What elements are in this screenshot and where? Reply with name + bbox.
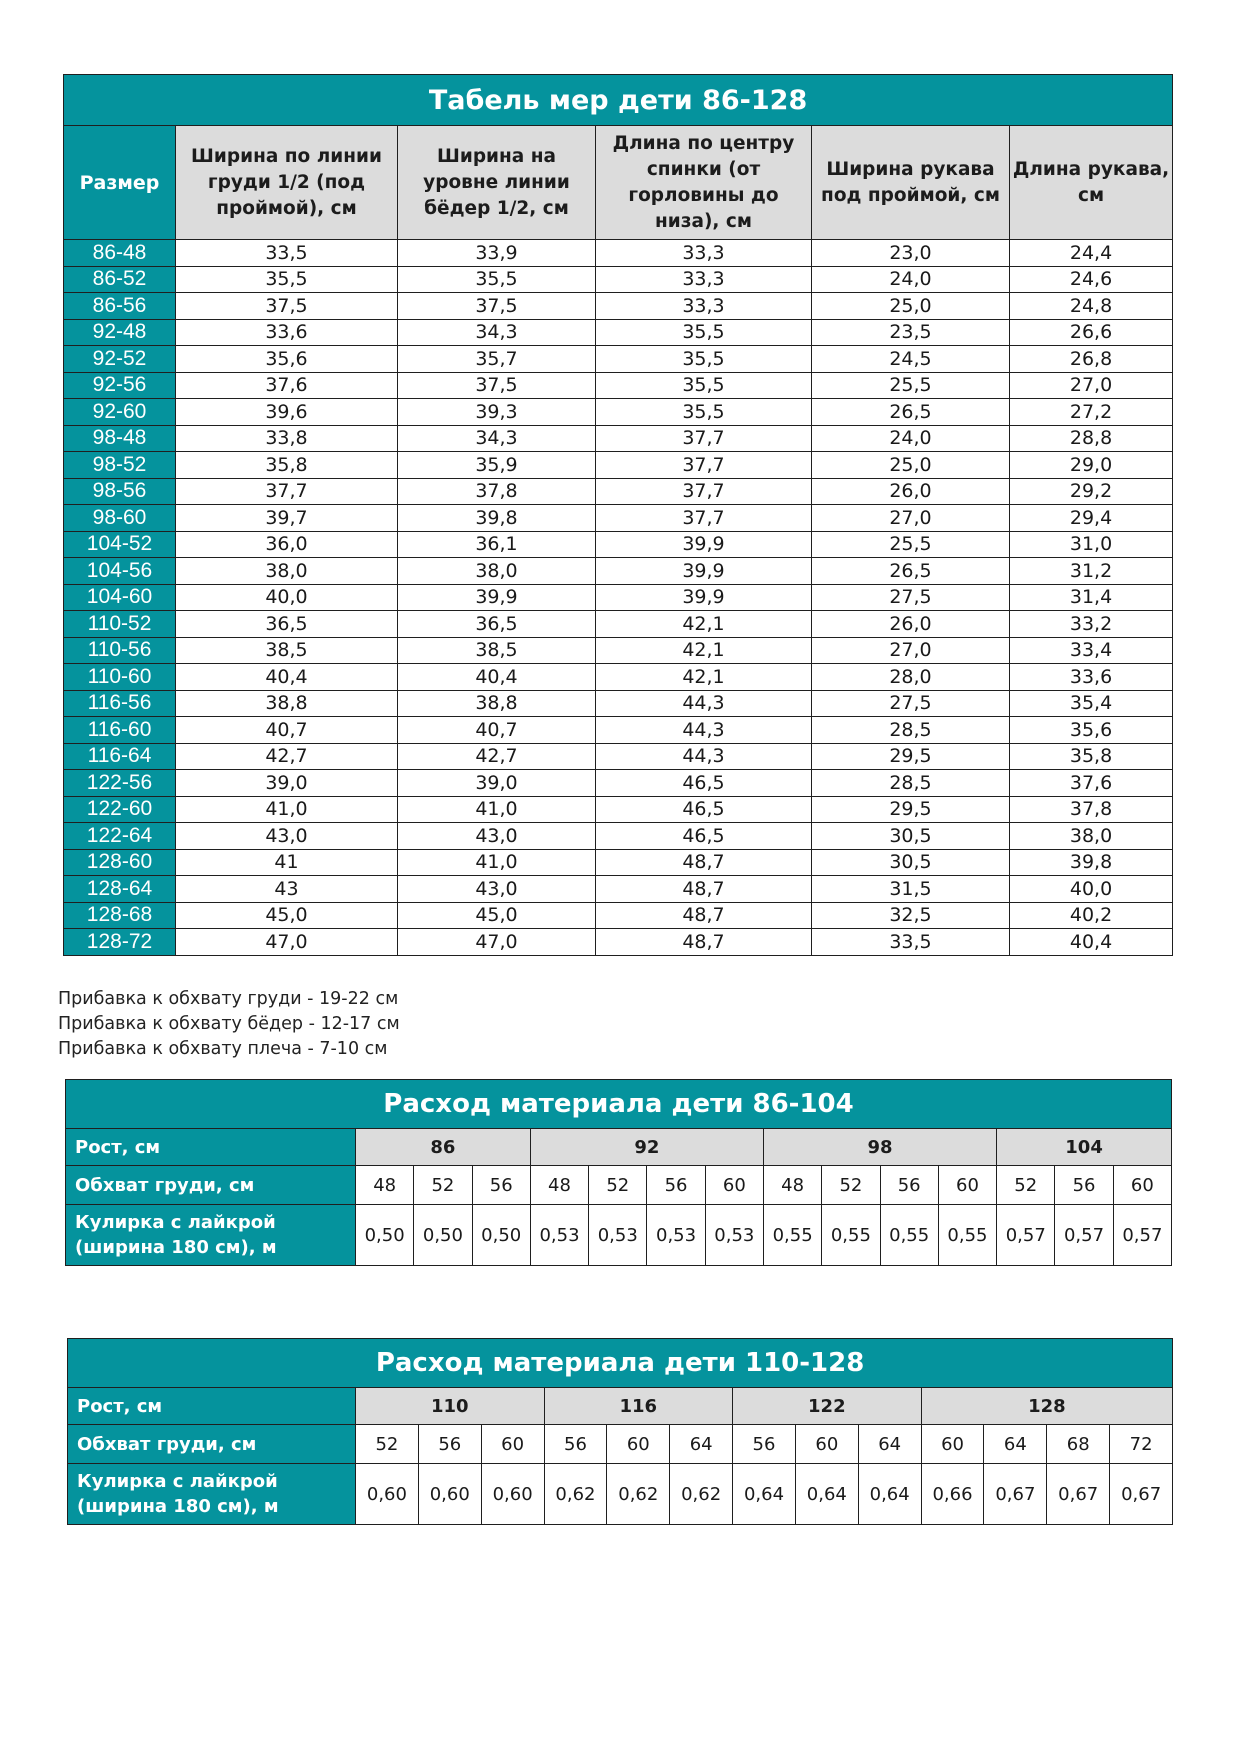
fabric-value-cell: 0,60 <box>418 1464 481 1525</box>
fabric-value-cell: 0,57 <box>1055 1205 1113 1266</box>
value-cell: 37,5 <box>176 293 398 320</box>
consumption-title: Расход материала дети 110-128 <box>68 1339 1173 1388</box>
consumption-title: Расход материала дети 86-104 <box>66 1080 1172 1129</box>
chest-value-cell: 52 <box>414 1166 472 1205</box>
header-chest-width: Ширина по линии груди 1/2 (под проймой), см <box>176 126 398 240</box>
chest-value-cell: 60 <box>921 1425 984 1464</box>
value-cell: 46,5 <box>596 823 812 850</box>
value-cell: 33,4 <box>1010 637 1173 664</box>
row-label-height: Рост, см <box>68 1388 356 1425</box>
size-cell: 104-52 <box>64 531 176 558</box>
value-cell: 33,6 <box>1010 664 1173 691</box>
value-cell: 35,4 <box>1010 690 1173 717</box>
value-cell: 39,9 <box>596 558 812 585</box>
table-row <box>64 372 1173 399</box>
value-cell: 25,0 <box>812 452 1010 479</box>
height-group-cell: 98 <box>763 1129 996 1166</box>
note-chest-allowance: Прибавка к обхвату груди - 19-22 см <box>58 989 399 1009</box>
value-cell: 42,1 <box>596 664 812 691</box>
fabric-value-cell: 0,62 <box>670 1464 733 1525</box>
size-cell: 116-56 <box>64 690 176 717</box>
table-row <box>64 531 1173 558</box>
value-cell: 43,0 <box>398 823 596 850</box>
chest-row <box>68 1425 1173 1464</box>
table-row <box>64 876 1173 903</box>
chest-value-cell: 52 <box>356 1425 419 1464</box>
value-cell: 26,0 <box>812 611 1010 638</box>
value-cell: 45,0 <box>176 902 398 929</box>
height-group-cell: 122 <box>733 1388 922 1425</box>
value-cell: 25,0 <box>812 293 1010 320</box>
value-cell: 37,6 <box>1010 770 1173 797</box>
value-cell: 30,5 <box>812 849 1010 876</box>
value-cell: 44,3 <box>596 743 812 770</box>
value-cell: 27,0 <box>812 637 1010 664</box>
fabric-value-cell: 0,60 <box>356 1464 419 1525</box>
value-cell: 34,3 <box>398 319 596 346</box>
size-cell: 86-52 <box>64 266 176 293</box>
value-cell: 41,0 <box>398 849 596 876</box>
value-cell: 27,0 <box>1010 372 1173 399</box>
value-cell: 36,0 <box>176 531 398 558</box>
table-row <box>64 266 1173 293</box>
fabric-value-cell: 0,53 <box>705 1205 763 1266</box>
fabric-value-cell: 0,50 <box>356 1205 414 1266</box>
value-cell: 40,7 <box>398 717 596 744</box>
value-cell: 23,0 <box>812 240 1010 267</box>
value-cell: 45,0 <box>398 902 596 929</box>
value-cell: 37,7 <box>176 478 398 505</box>
value-cell: 40,4 <box>398 664 596 691</box>
size-cell: 92-52 <box>64 346 176 373</box>
value-cell: 33,3 <box>596 266 812 293</box>
size-cell: 92-60 <box>64 399 176 426</box>
chest-value-cell: 56 <box>880 1166 938 1205</box>
value-cell: 26,0 <box>812 478 1010 505</box>
chest-value-cell: 56 <box>647 1166 705 1205</box>
measurement-table <box>63 74 1173 956</box>
value-cell: 38,0 <box>398 558 596 585</box>
value-cell: 40,4 <box>176 664 398 691</box>
value-cell: 37,7 <box>596 505 812 532</box>
chest-value-cell: 52 <box>822 1166 880 1205</box>
value-cell: 48,7 <box>596 876 812 903</box>
fabric-value-cell: 0,55 <box>938 1205 996 1266</box>
value-cell: 29,0 <box>1010 452 1173 479</box>
value-cell: 47,0 <box>176 929 398 956</box>
value-cell: 35,6 <box>1010 717 1173 744</box>
table-row <box>64 743 1173 770</box>
value-cell: 44,3 <box>596 717 812 744</box>
value-cell: 35,6 <box>176 346 398 373</box>
value-cell: 35,5 <box>596 372 812 399</box>
table-row <box>64 293 1173 320</box>
value-cell: 27,5 <box>812 690 1010 717</box>
fabric-value-cell: 0,53 <box>530 1205 588 1266</box>
chest-value-cell: 56 <box>418 1425 481 1464</box>
chest-value-cell: 56 <box>472 1166 530 1205</box>
measurement-table-header-row <box>64 126 1173 240</box>
value-cell: 47,0 <box>398 929 596 956</box>
height-group-cell: 128 <box>921 1388 1173 1425</box>
fabric-value-cell: 0,64 <box>795 1464 858 1525</box>
height-group-cell: 86 <box>356 1129 531 1166</box>
value-cell: 40,0 <box>176 584 398 611</box>
value-cell: 40,7 <box>176 717 398 744</box>
value-cell: 38,5 <box>176 637 398 664</box>
value-cell: 42,7 <box>176 743 398 770</box>
size-cell: 110-52 <box>64 611 176 638</box>
table-row <box>64 770 1173 797</box>
value-cell: 39,9 <box>596 531 812 558</box>
chest-value-cell: 56 <box>1055 1166 1113 1205</box>
fabric-value-cell: 0,50 <box>414 1205 472 1266</box>
value-cell: 28,5 <box>812 770 1010 797</box>
value-cell: 35,5 <box>398 266 596 293</box>
fabric-value-cell: 0,57 <box>997 1205 1055 1266</box>
value-cell: 24,4 <box>1010 240 1173 267</box>
value-cell: 27,2 <box>1010 399 1173 426</box>
value-cell: 33,3 <box>596 240 812 267</box>
value-cell: 31,4 <box>1010 584 1173 611</box>
value-cell: 29,4 <box>1010 505 1173 532</box>
consumption-table-110-128 <box>67 1338 1173 1525</box>
size-cell: 122-64 <box>64 823 176 850</box>
value-cell: 30,5 <box>812 823 1010 850</box>
table-row <box>64 849 1173 876</box>
table-row <box>64 796 1173 823</box>
value-cell: 28,5 <box>812 717 1010 744</box>
fabric-value-cell: 0,55 <box>880 1205 938 1266</box>
chest-row <box>66 1166 1172 1205</box>
header-back-length: Длина по центру спинки (от горловины до низа), см <box>596 126 812 240</box>
size-cell: 128-60 <box>64 849 176 876</box>
table-row <box>64 664 1173 691</box>
value-cell: 40,4 <box>1010 929 1173 956</box>
value-cell: 31,5 <box>812 876 1010 903</box>
value-cell: 38,5 <box>398 637 596 664</box>
value-cell: 36,5 <box>176 611 398 638</box>
value-cell: 43 <box>176 876 398 903</box>
value-cell: 35,5 <box>596 399 812 426</box>
value-cell: 37,7 <box>596 452 812 479</box>
value-cell: 33,6 <box>176 319 398 346</box>
fabric-value-cell: 0,60 <box>481 1464 544 1525</box>
header-size: Размер <box>64 126 176 240</box>
value-cell: 38,0 <box>176 558 398 585</box>
value-cell: 42,1 <box>596 611 812 638</box>
size-cell: 116-60 <box>64 717 176 744</box>
chest-value-cell: 48 <box>356 1166 414 1205</box>
value-cell: 42,1 <box>596 637 812 664</box>
value-cell: 28,0 <box>812 664 1010 691</box>
consumption-table-86-104 <box>65 1079 1172 1266</box>
height-row <box>66 1129 1172 1166</box>
value-cell: 27,5 <box>812 584 1010 611</box>
value-cell: 24,0 <box>812 266 1010 293</box>
size-cell: 122-60 <box>64 796 176 823</box>
value-cell: 24,0 <box>812 425 1010 452</box>
value-cell: 26,5 <box>812 399 1010 426</box>
fabric-value-cell: 0,53 <box>647 1205 705 1266</box>
size-cell: 98-56 <box>64 478 176 505</box>
size-cell: 128-72 <box>64 929 176 956</box>
row-label-fabric: Кулирка с лайкрой (ширина 180 см), м <box>68 1464 356 1525</box>
size-cell: 110-60 <box>64 664 176 691</box>
note-hip-allowance: Прибавка к обхвату бёдер - 12-17 см <box>58 1014 400 1034</box>
value-cell: 37,8 <box>1010 796 1173 823</box>
chest-value-cell: 48 <box>530 1166 588 1205</box>
size-cell: 128-64 <box>64 876 176 903</box>
table-row <box>64 399 1173 426</box>
value-cell: 35,7 <box>398 346 596 373</box>
value-cell: 35,9 <box>398 452 596 479</box>
value-cell: 38,8 <box>176 690 398 717</box>
chest-value-cell: 60 <box>1113 1166 1171 1205</box>
value-cell: 26,5 <box>812 558 1010 585</box>
header-sleeve-length: Длина рукава, см <box>1010 126 1173 240</box>
table-row <box>64 902 1173 929</box>
value-cell: 32,5 <box>812 902 1010 929</box>
header-sleeve-width: Ширина рукава под проймой, см <box>812 126 1010 240</box>
fabric-value-cell: 0,64 <box>858 1464 921 1525</box>
size-cell: 98-60 <box>64 505 176 532</box>
value-cell: 35,5 <box>596 346 812 373</box>
chest-value-cell: 64 <box>670 1425 733 1464</box>
table-row <box>64 637 1173 664</box>
value-cell: 35,5 <box>596 319 812 346</box>
value-cell: 23,5 <box>812 319 1010 346</box>
value-cell: 24,6 <box>1010 266 1173 293</box>
size-cell: 86-56 <box>64 293 176 320</box>
note-shoulder-allowance: Прибавка к обхвату плеча - 7-10 см <box>58 1039 388 1059</box>
size-cell: 110-56 <box>64 637 176 664</box>
value-cell: 36,5 <box>398 611 596 638</box>
value-cell: 31,2 <box>1010 558 1173 585</box>
value-cell: 24,5 <box>812 346 1010 373</box>
value-cell: 33,5 <box>812 929 1010 956</box>
chest-value-cell: 60 <box>705 1166 763 1205</box>
chest-value-cell: 56 <box>544 1425 607 1464</box>
chest-value-cell: 72 <box>1110 1425 1173 1464</box>
table-row <box>64 478 1173 505</box>
measurement-table-title: Табель мер дети 86-128 <box>64 75 1173 126</box>
height-group-cell: 104 <box>997 1129 1172 1166</box>
value-cell: 35,8 <box>176 452 398 479</box>
value-cell: 29,2 <box>1010 478 1173 505</box>
height-group-cell: 116 <box>544 1388 733 1425</box>
value-cell: 41,0 <box>398 796 596 823</box>
height-group-cell: 110 <box>356 1388 545 1425</box>
chest-value-cell: 60 <box>607 1425 670 1464</box>
table-row <box>64 823 1173 850</box>
value-cell: 48,7 <box>596 902 812 929</box>
fabric-value-cell: 0,64 <box>733 1464 796 1525</box>
value-cell: 41,0 <box>176 796 398 823</box>
row-label-chest: Обхват груди, см <box>66 1166 356 1205</box>
value-cell: 29,5 <box>812 743 1010 770</box>
chest-value-cell: 64 <box>984 1425 1047 1464</box>
value-cell: 39,9 <box>398 584 596 611</box>
chest-value-cell: 60 <box>795 1425 858 1464</box>
value-cell: 34,3 <box>398 425 596 452</box>
chest-value-cell: 60 <box>938 1166 996 1205</box>
row-label-fabric: Кулирка с лайкрой (ширина 180 см), м <box>66 1205 356 1266</box>
value-cell: 33,5 <box>176 240 398 267</box>
fabric-value-cell: 0,67 <box>1047 1464 1110 1525</box>
size-cell: 98-52 <box>64 452 176 479</box>
fabric-value-cell: 0,62 <box>607 1464 670 1525</box>
size-cell: 92-56 <box>64 372 176 399</box>
value-cell: 29,5 <box>812 796 1010 823</box>
chest-value-cell: 64 <box>858 1425 921 1464</box>
fabric-value-cell: 0,66 <box>921 1464 984 1525</box>
fabric-value-cell: 0,57 <box>1113 1205 1171 1266</box>
value-cell: 26,8 <box>1010 346 1173 373</box>
size-cell: 128-68 <box>64 902 176 929</box>
table-row <box>64 346 1173 373</box>
consumption-title-row <box>68 1339 1173 1388</box>
chest-value-cell: 52 <box>997 1166 1055 1205</box>
value-cell: 37,8 <box>398 478 596 505</box>
table-row <box>64 929 1173 956</box>
size-cell: 98-48 <box>64 425 176 452</box>
consumption-title-row <box>66 1080 1172 1129</box>
table-row <box>64 717 1173 744</box>
value-cell: 39,0 <box>398 770 596 797</box>
fabric-value-cell: 0,55 <box>763 1205 821 1266</box>
value-cell: 48,7 <box>596 929 812 956</box>
value-cell: 46,5 <box>596 796 812 823</box>
value-cell: 38,8 <box>398 690 596 717</box>
value-cell: 35,8 <box>1010 743 1173 770</box>
fabric-row <box>66 1205 1172 1266</box>
table-row <box>64 558 1173 585</box>
chest-value-cell: 68 <box>1047 1425 1110 1464</box>
value-cell: 33,8 <box>176 425 398 452</box>
value-cell: 39,3 <box>398 399 596 426</box>
value-cell: 41 <box>176 849 398 876</box>
fabric-value-cell: 0,67 <box>984 1464 1047 1525</box>
chest-value-cell: 56 <box>733 1425 796 1464</box>
chest-value-cell: 60 <box>481 1425 544 1464</box>
fabric-row <box>68 1464 1173 1525</box>
value-cell: 37,5 <box>398 293 596 320</box>
fabric-value-cell: 0,53 <box>589 1205 647 1266</box>
value-cell: 39,8 <box>398 505 596 532</box>
height-row <box>68 1388 1173 1425</box>
value-cell: 39,7 <box>176 505 398 532</box>
value-cell: 33,3 <box>596 293 812 320</box>
table-row <box>64 611 1173 638</box>
value-cell: 44,3 <box>596 690 812 717</box>
value-cell: 39,0 <box>176 770 398 797</box>
value-cell: 43,0 <box>176 823 398 850</box>
table-row <box>64 690 1173 717</box>
header-hip-width: Ширина на уровне линии бёдер 1/2, см <box>398 126 596 240</box>
value-cell: 40,2 <box>1010 902 1173 929</box>
size-cell: 122-56 <box>64 770 176 797</box>
value-cell: 42,7 <box>398 743 596 770</box>
size-cell: 92-48 <box>64 319 176 346</box>
value-cell: 37,7 <box>596 425 812 452</box>
value-cell: 27,0 <box>812 505 1010 532</box>
value-cell: 46,5 <box>596 770 812 797</box>
fabric-value-cell: 0,67 <box>1110 1464 1173 1525</box>
size-cell: 104-56 <box>64 558 176 585</box>
value-cell: 39,6 <box>176 399 398 426</box>
chest-value-cell: 52 <box>589 1166 647 1205</box>
value-cell: 26,6 <box>1010 319 1173 346</box>
table-row <box>64 319 1173 346</box>
value-cell: 38,0 <box>1010 823 1173 850</box>
value-cell: 28,8 <box>1010 425 1173 452</box>
table-row <box>64 452 1173 479</box>
value-cell: 24,8 <box>1010 293 1173 320</box>
table-row <box>64 240 1173 267</box>
value-cell: 43,0 <box>398 876 596 903</box>
value-cell: 37,5 <box>398 372 596 399</box>
value-cell: 39,9 <box>596 584 812 611</box>
size-cell: 104-60 <box>64 584 176 611</box>
fabric-value-cell: 0,62 <box>544 1464 607 1525</box>
value-cell: 37,6 <box>176 372 398 399</box>
table-row <box>64 425 1173 452</box>
value-cell: 25,5 <box>812 372 1010 399</box>
value-cell: 48,7 <box>596 849 812 876</box>
fabric-value-cell: 0,55 <box>822 1205 880 1266</box>
row-label-height: Рост, см <box>66 1129 356 1166</box>
value-cell: 35,5 <box>176 266 398 293</box>
row-label-chest: Обхват груди, см <box>68 1425 356 1464</box>
value-cell: 39,8 <box>1010 849 1173 876</box>
value-cell: 31,0 <box>1010 531 1173 558</box>
value-cell: 36,1 <box>398 531 596 558</box>
value-cell: 25,5 <box>812 531 1010 558</box>
table-row <box>64 584 1173 611</box>
value-cell: 33,9 <box>398 240 596 267</box>
value-cell: 40,0 <box>1010 876 1173 903</box>
height-group-cell: 92 <box>530 1129 763 1166</box>
size-cell: 86-48 <box>64 240 176 267</box>
table-row <box>64 505 1173 532</box>
fabric-value-cell: 0,50 <box>472 1205 530 1266</box>
allowance-notes <box>58 987 400 1062</box>
chest-value-cell: 48 <box>763 1166 821 1205</box>
value-cell: 37,7 <box>596 478 812 505</box>
size-cell: 116-64 <box>64 743 176 770</box>
value-cell: 33,2 <box>1010 611 1173 638</box>
